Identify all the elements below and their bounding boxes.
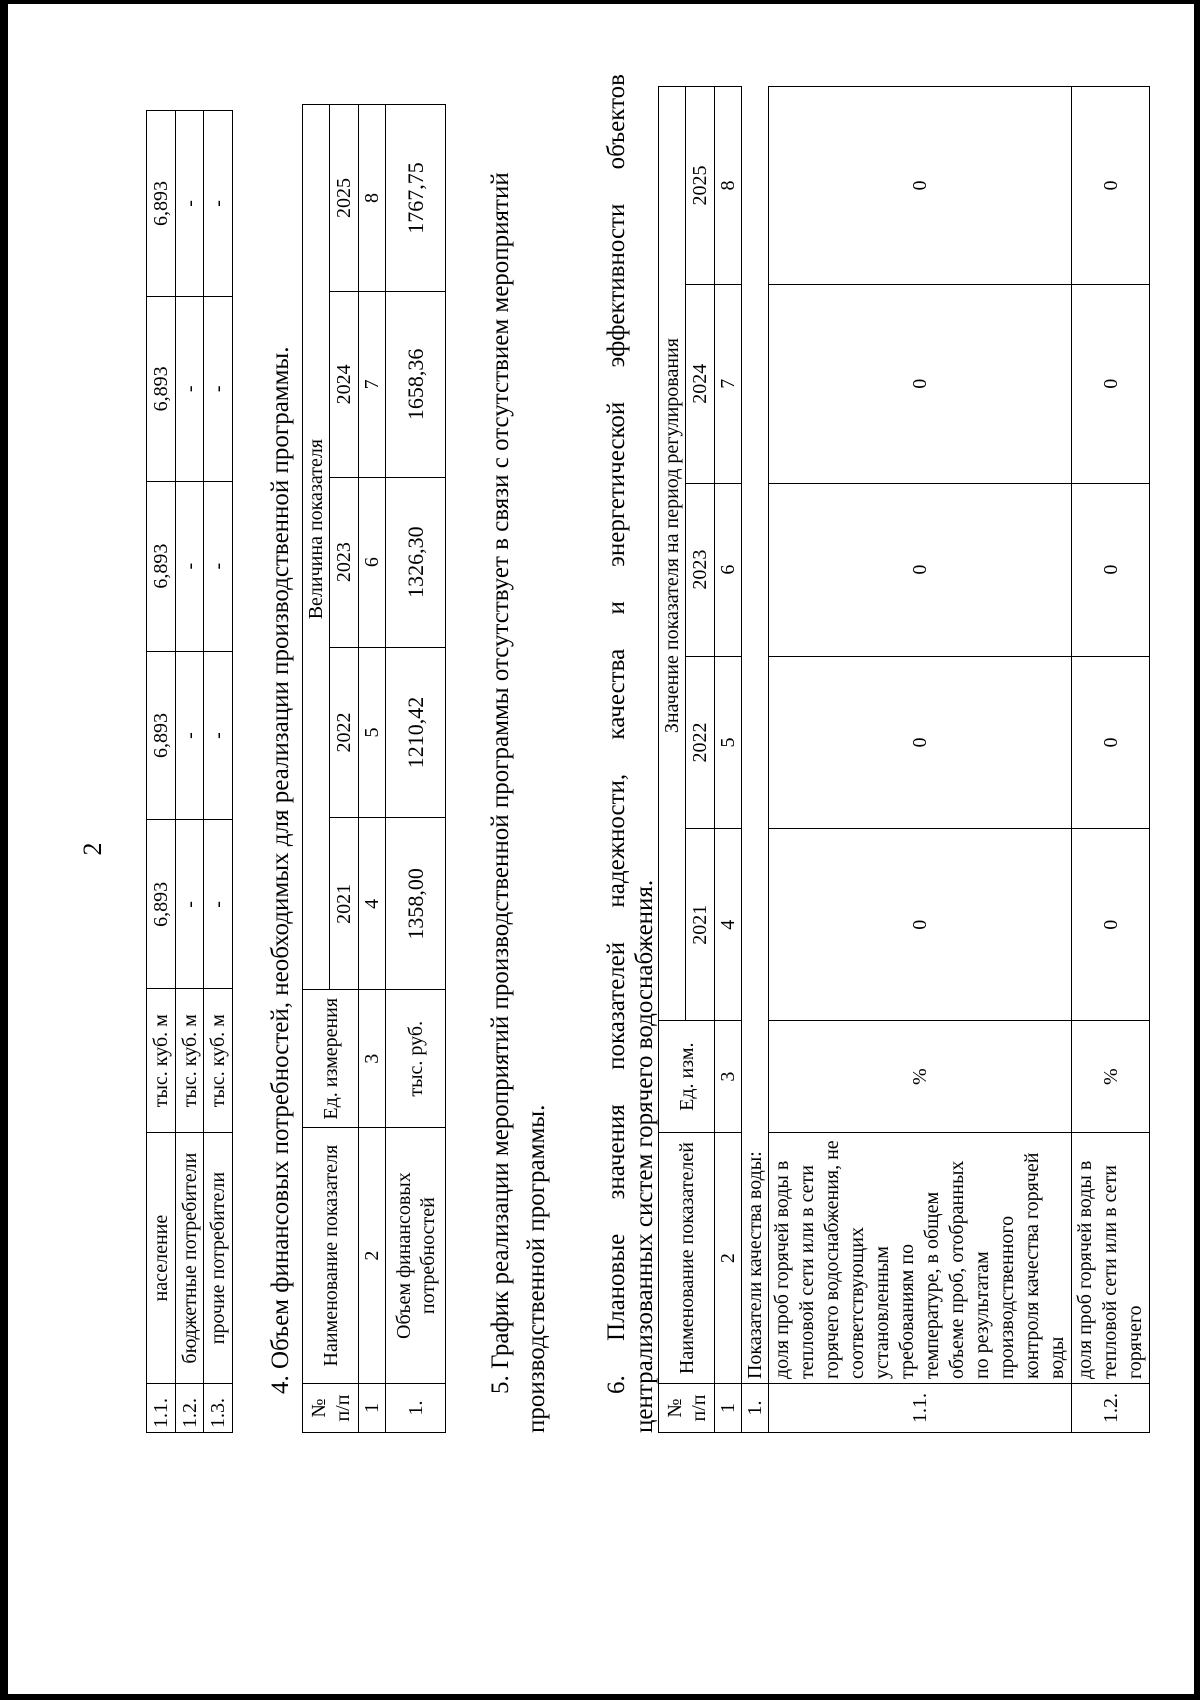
year-header: 2023 bbox=[686, 483, 715, 656]
group-label: Показатели качества воды: bbox=[742, 87, 769, 1384]
financial-needs-table bbox=[302, 104, 446, 1433]
value-cell: 0 bbox=[769, 87, 1072, 285]
value-cell: - bbox=[204, 820, 233, 989]
value-cell: - bbox=[176, 296, 204, 481]
year-header: 2022 bbox=[330, 647, 359, 818]
section6-line1: 6. Плановые значения показателей надежности, качества и энергетической эффективности объектов bbox=[603, 74, 630, 1394]
column-number: 3 bbox=[359, 990, 386, 1128]
table-row bbox=[176, 111, 204, 1433]
column-number: 2 bbox=[359, 1128, 386, 1384]
table-row bbox=[147, 111, 176, 1433]
value-cell: 0 bbox=[1072, 656, 1150, 829]
value-cell: 6,893 bbox=[147, 111, 176, 297]
section4-heading: 4. Объем финансовых потребностей, необходимых для реализации производственной программы. bbox=[267, 346, 294, 1394]
year-header: 2021 bbox=[330, 818, 359, 990]
landscape-page bbox=[8, 4, 1194, 1694]
indicators-table bbox=[658, 86, 1150, 1433]
value-cell: 0 bbox=[769, 656, 1072, 829]
row-number: 1.1. bbox=[769, 1384, 1072, 1433]
column-number: 1 bbox=[359, 1384, 386, 1433]
table-row bbox=[386, 105, 446, 1433]
row-number: 1. bbox=[386, 1384, 446, 1433]
header-num: № п/п bbox=[303, 1384, 359, 1433]
row-name: доля проб горячей воды в тепловой сети или в сети горячего водоснабжения, не соответствующих установленным требованиям по температуре, в общем объеме проб, отобранных по результатам производственного контроля качества горячей воды bbox=[769, 1133, 1072, 1384]
column-number: 2 bbox=[715, 1133, 742, 1384]
column-number: 6 bbox=[715, 483, 742, 656]
column-number: 5 bbox=[715, 656, 742, 829]
row-name: Объем финансовых потребностей bbox=[386, 1128, 446, 1384]
year-header: 2025 bbox=[686, 87, 715, 285]
row-unit: % bbox=[769, 1021, 1072, 1133]
year-header: 2022 bbox=[686, 656, 715, 829]
value-cell: - bbox=[204, 651, 233, 820]
row-name: бюджетные потребители bbox=[176, 1133, 204, 1384]
value-cell: - bbox=[176, 481, 204, 651]
value-cell: 6,893 bbox=[147, 820, 176, 989]
value-cell: 1210,42 bbox=[386, 647, 446, 818]
value-cell: - bbox=[176, 651, 204, 820]
table-row bbox=[769, 87, 1072, 1433]
year-header: 2021 bbox=[686, 829, 715, 1021]
row-number: 1.3. bbox=[204, 1384, 233, 1433]
header-group: Величина показателя bbox=[303, 105, 330, 990]
column-number: 4 bbox=[715, 829, 742, 1021]
row-number: 1.1. bbox=[147, 1384, 176, 1433]
table-row bbox=[1072, 87, 1150, 1433]
value-cell: 0 bbox=[769, 284, 1072, 483]
year-header: 2024 bbox=[686, 284, 715, 483]
year-header: 2025 bbox=[330, 105, 359, 292]
header-unit: Ед. изм. bbox=[659, 1021, 715, 1133]
section6-line2: централизованных систем горячего водоснабжения. bbox=[631, 879, 658, 1433]
row-name: население bbox=[147, 1133, 176, 1384]
row-number: 1.2. bbox=[176, 1384, 204, 1433]
row-unit: тыс. куб. м bbox=[147, 989, 176, 1133]
column-number: 4 bbox=[359, 818, 386, 990]
header-name: Наименование показателей bbox=[659, 1133, 715, 1384]
year-header: 2024 bbox=[330, 291, 359, 477]
row-name: доля проб горячей воды в тепловой сети или в сети горячего bbox=[1072, 1133, 1150, 1384]
value-cell: 1767,75 bbox=[386, 105, 446, 292]
row-name: прочие потребители bbox=[204, 1133, 233, 1384]
row-unit: тыс. руб. bbox=[386, 990, 446, 1128]
row-unit: тыс. куб. м bbox=[176, 989, 204, 1133]
header-unit: Ед. измерения bbox=[303, 990, 359, 1128]
consumption-table bbox=[146, 110, 233, 1433]
value-cell: - bbox=[176, 820, 204, 989]
value-cell: 0 bbox=[1072, 483, 1150, 656]
scanned-page bbox=[8, 4, 1194, 1694]
value-cell: 0 bbox=[769, 829, 1072, 1021]
section5-line2: производственной программы. bbox=[523, 1104, 550, 1433]
value-cell: 1326,30 bbox=[386, 477, 446, 647]
value-cell: 0 bbox=[1072, 87, 1150, 285]
value-cell: 1358,00 bbox=[386, 818, 446, 990]
row-number: 1.2. bbox=[1072, 1384, 1150, 1433]
column-number: 5 bbox=[359, 647, 386, 818]
value-cell: - bbox=[204, 481, 233, 651]
group-row bbox=[742, 87, 769, 1433]
column-number: 1 bbox=[715, 1384, 742, 1433]
row-number: 1. bbox=[742, 1384, 769, 1433]
value-cell: 6,893 bbox=[147, 481, 176, 651]
column-number: 8 bbox=[359, 105, 386, 292]
value-cell: - bbox=[176, 111, 204, 297]
column-number: 7 bbox=[715, 284, 742, 483]
value-cell: 0 bbox=[1072, 284, 1150, 483]
value-cell: 0 bbox=[769, 483, 1072, 656]
column-number: 3 bbox=[715, 1021, 742, 1133]
value-cell: 6,893 bbox=[147, 296, 176, 481]
value-cell: 6,893 bbox=[147, 651, 176, 820]
column-number: 8 bbox=[715, 87, 742, 285]
page-number: 2 bbox=[78, 842, 107, 856]
year-header: 2023 bbox=[330, 477, 359, 647]
value-cell: 0 bbox=[1072, 829, 1150, 1021]
header-group: Значение показателя на период регулирования bbox=[659, 87, 686, 1021]
section5-line1: 5. График реализации мероприятий производственной программы отсутствует в связи с отсутствием мероприятий bbox=[487, 172, 514, 1394]
row-unit: тыс. куб. м bbox=[204, 989, 233, 1133]
value-cell: - bbox=[204, 296, 233, 481]
header-num: № п/п bbox=[659, 1384, 715, 1433]
header-name: Наименование показателя bbox=[303, 1128, 359, 1384]
column-number: 7 bbox=[359, 291, 386, 477]
column-number: 6 bbox=[359, 477, 386, 647]
value-cell: - bbox=[204, 111, 233, 297]
row-unit: % bbox=[1072, 1021, 1150, 1133]
table-row bbox=[204, 111, 233, 1433]
value-cell: 1658,36 bbox=[386, 291, 446, 477]
